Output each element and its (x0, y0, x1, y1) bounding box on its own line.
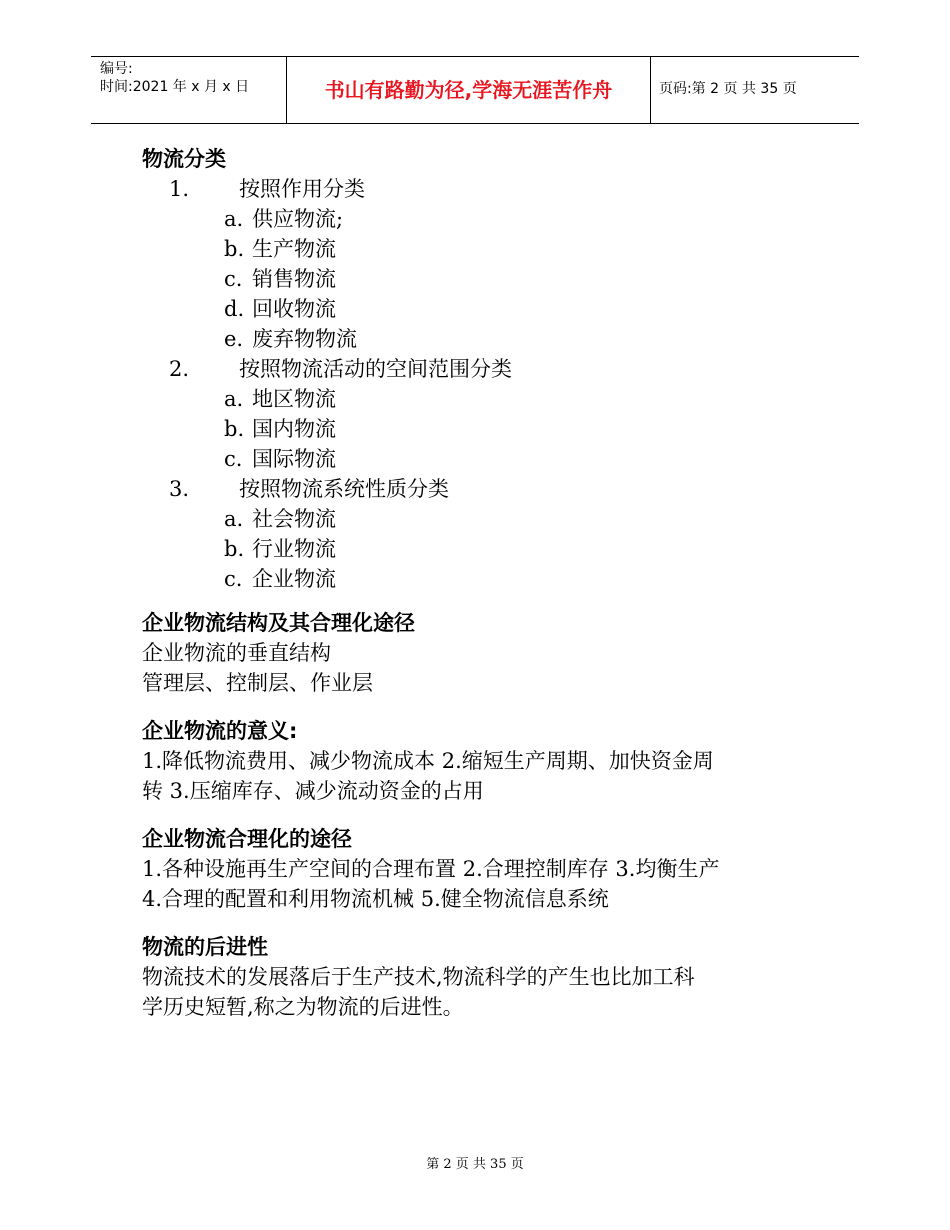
header-motto: 书山有路勤为径,学海无涯苦作舟 (324, 78, 613, 102)
paragraph-line: 转 3.压缩库存、减少流动资金的占用 (142, 779, 484, 803)
sub-list-marker: b. (224, 237, 245, 261)
list-number: 2. (169, 357, 190, 381)
sub-list-item (142, 264, 832, 294)
page-footer: 第 2 页 共 35 页 (426, 1157, 524, 1172)
paragraph-line: 1.各种设施再生产空间的合理布置 2.合理控制库存 3.均衡生产 (142, 857, 720, 881)
paragraph-line: 4.合理的配置和利用物流机械 5.健全物流信息系统 (142, 887, 609, 911)
document-body (142, 144, 832, 1022)
paragraph-line: 1.降低物流费用、减少物流成本 2.缩短生产周期、加快资金周 (142, 749, 714, 773)
sub-list-text: 销售物流 (252, 267, 336, 291)
sub-list-marker: c. (224, 447, 243, 471)
document-code-label: 编号: (100, 61, 133, 77)
sub-list-item (142, 534, 832, 564)
section-title-lag: 物流的后进性 (142, 935, 268, 959)
sub-list-item (142, 384, 832, 414)
sub-list-item (142, 324, 832, 354)
header-motto-cell (286, 57, 651, 123)
list-item (142, 174, 832, 204)
sub-list-item (142, 234, 832, 264)
sub-list-marker: a. (224, 507, 244, 531)
section-title-significance: 企业物流的意义: (142, 719, 298, 743)
paragraph-line: 管理层、控制层、作业层 (142, 671, 373, 695)
list-number: 1. (169, 177, 190, 201)
sub-list-marker: b. (224, 537, 245, 561)
header-page-cell (650, 57, 859, 123)
paragraph-line: 企业物流的垂直结构 (142, 641, 331, 665)
sub-list-marker: e. (224, 327, 244, 351)
page-header (91, 56, 859, 124)
sub-list-marker: a. (224, 207, 244, 231)
sub-list-marker: b. (224, 417, 245, 441)
spacer (142, 594, 832, 608)
sub-list-text: 地区物流 (252, 387, 336, 411)
sub-list-item (142, 564, 832, 594)
sub-list-item (142, 414, 832, 444)
list-item (142, 354, 832, 384)
sub-list-item (142, 504, 832, 534)
sub-list-text: 废弃物物流 (252, 327, 357, 351)
sub-list-text: 生产物流 (252, 237, 336, 261)
paragraph-line: 物流技术的发展落后于生产技术,物流科学的产生也比加工科 (142, 965, 695, 989)
sub-list-text: 国内物流 (252, 417, 336, 441)
sub-list-text: 供应物流; (252, 207, 344, 231)
paragraph-line: 学历史短暂,称之为物流的后进性。 (142, 995, 464, 1019)
spacer (142, 914, 832, 932)
sub-list-text: 行业物流 (252, 537, 336, 561)
spacer (142, 698, 832, 716)
list-number: 3. (169, 477, 190, 501)
header-page-number: 页码:第 2 页 共 35 页 (659, 81, 797, 97)
sub-list-text: 企业物流 (252, 567, 336, 591)
header-meta-cell (91, 57, 286, 123)
sub-list-text: 国际物流 (252, 447, 336, 471)
sub-list-marker: c. (224, 267, 243, 291)
sub-list-text: 回收物流 (252, 297, 336, 321)
list-label: 按照物流系统性质分类 (239, 477, 449, 501)
sub-list-text: 社会物流 (252, 507, 336, 531)
sub-list-item (142, 204, 832, 234)
list-label: 按照作用分类 (239, 177, 365, 201)
sub-list-marker: c. (224, 567, 243, 591)
section-title-rationalization: 企业物流合理化的途径 (142, 827, 352, 851)
list-item (142, 474, 832, 504)
section-title-classification: 物流分类 (142, 147, 226, 171)
spacer (142, 806, 832, 824)
sub-list-marker: d. (224, 297, 245, 321)
sub-list-marker: a. (224, 387, 244, 411)
section-title-structure: 企业物流结构及其合理化途径 (142, 611, 415, 635)
list-label: 按照物流活动的空间范围分类 (239, 357, 512, 381)
document-time-label: 时间:2021 年 x 月 x 日 (100, 79, 250, 95)
sub-list-item (142, 444, 832, 474)
sub-list-item (142, 294, 832, 324)
